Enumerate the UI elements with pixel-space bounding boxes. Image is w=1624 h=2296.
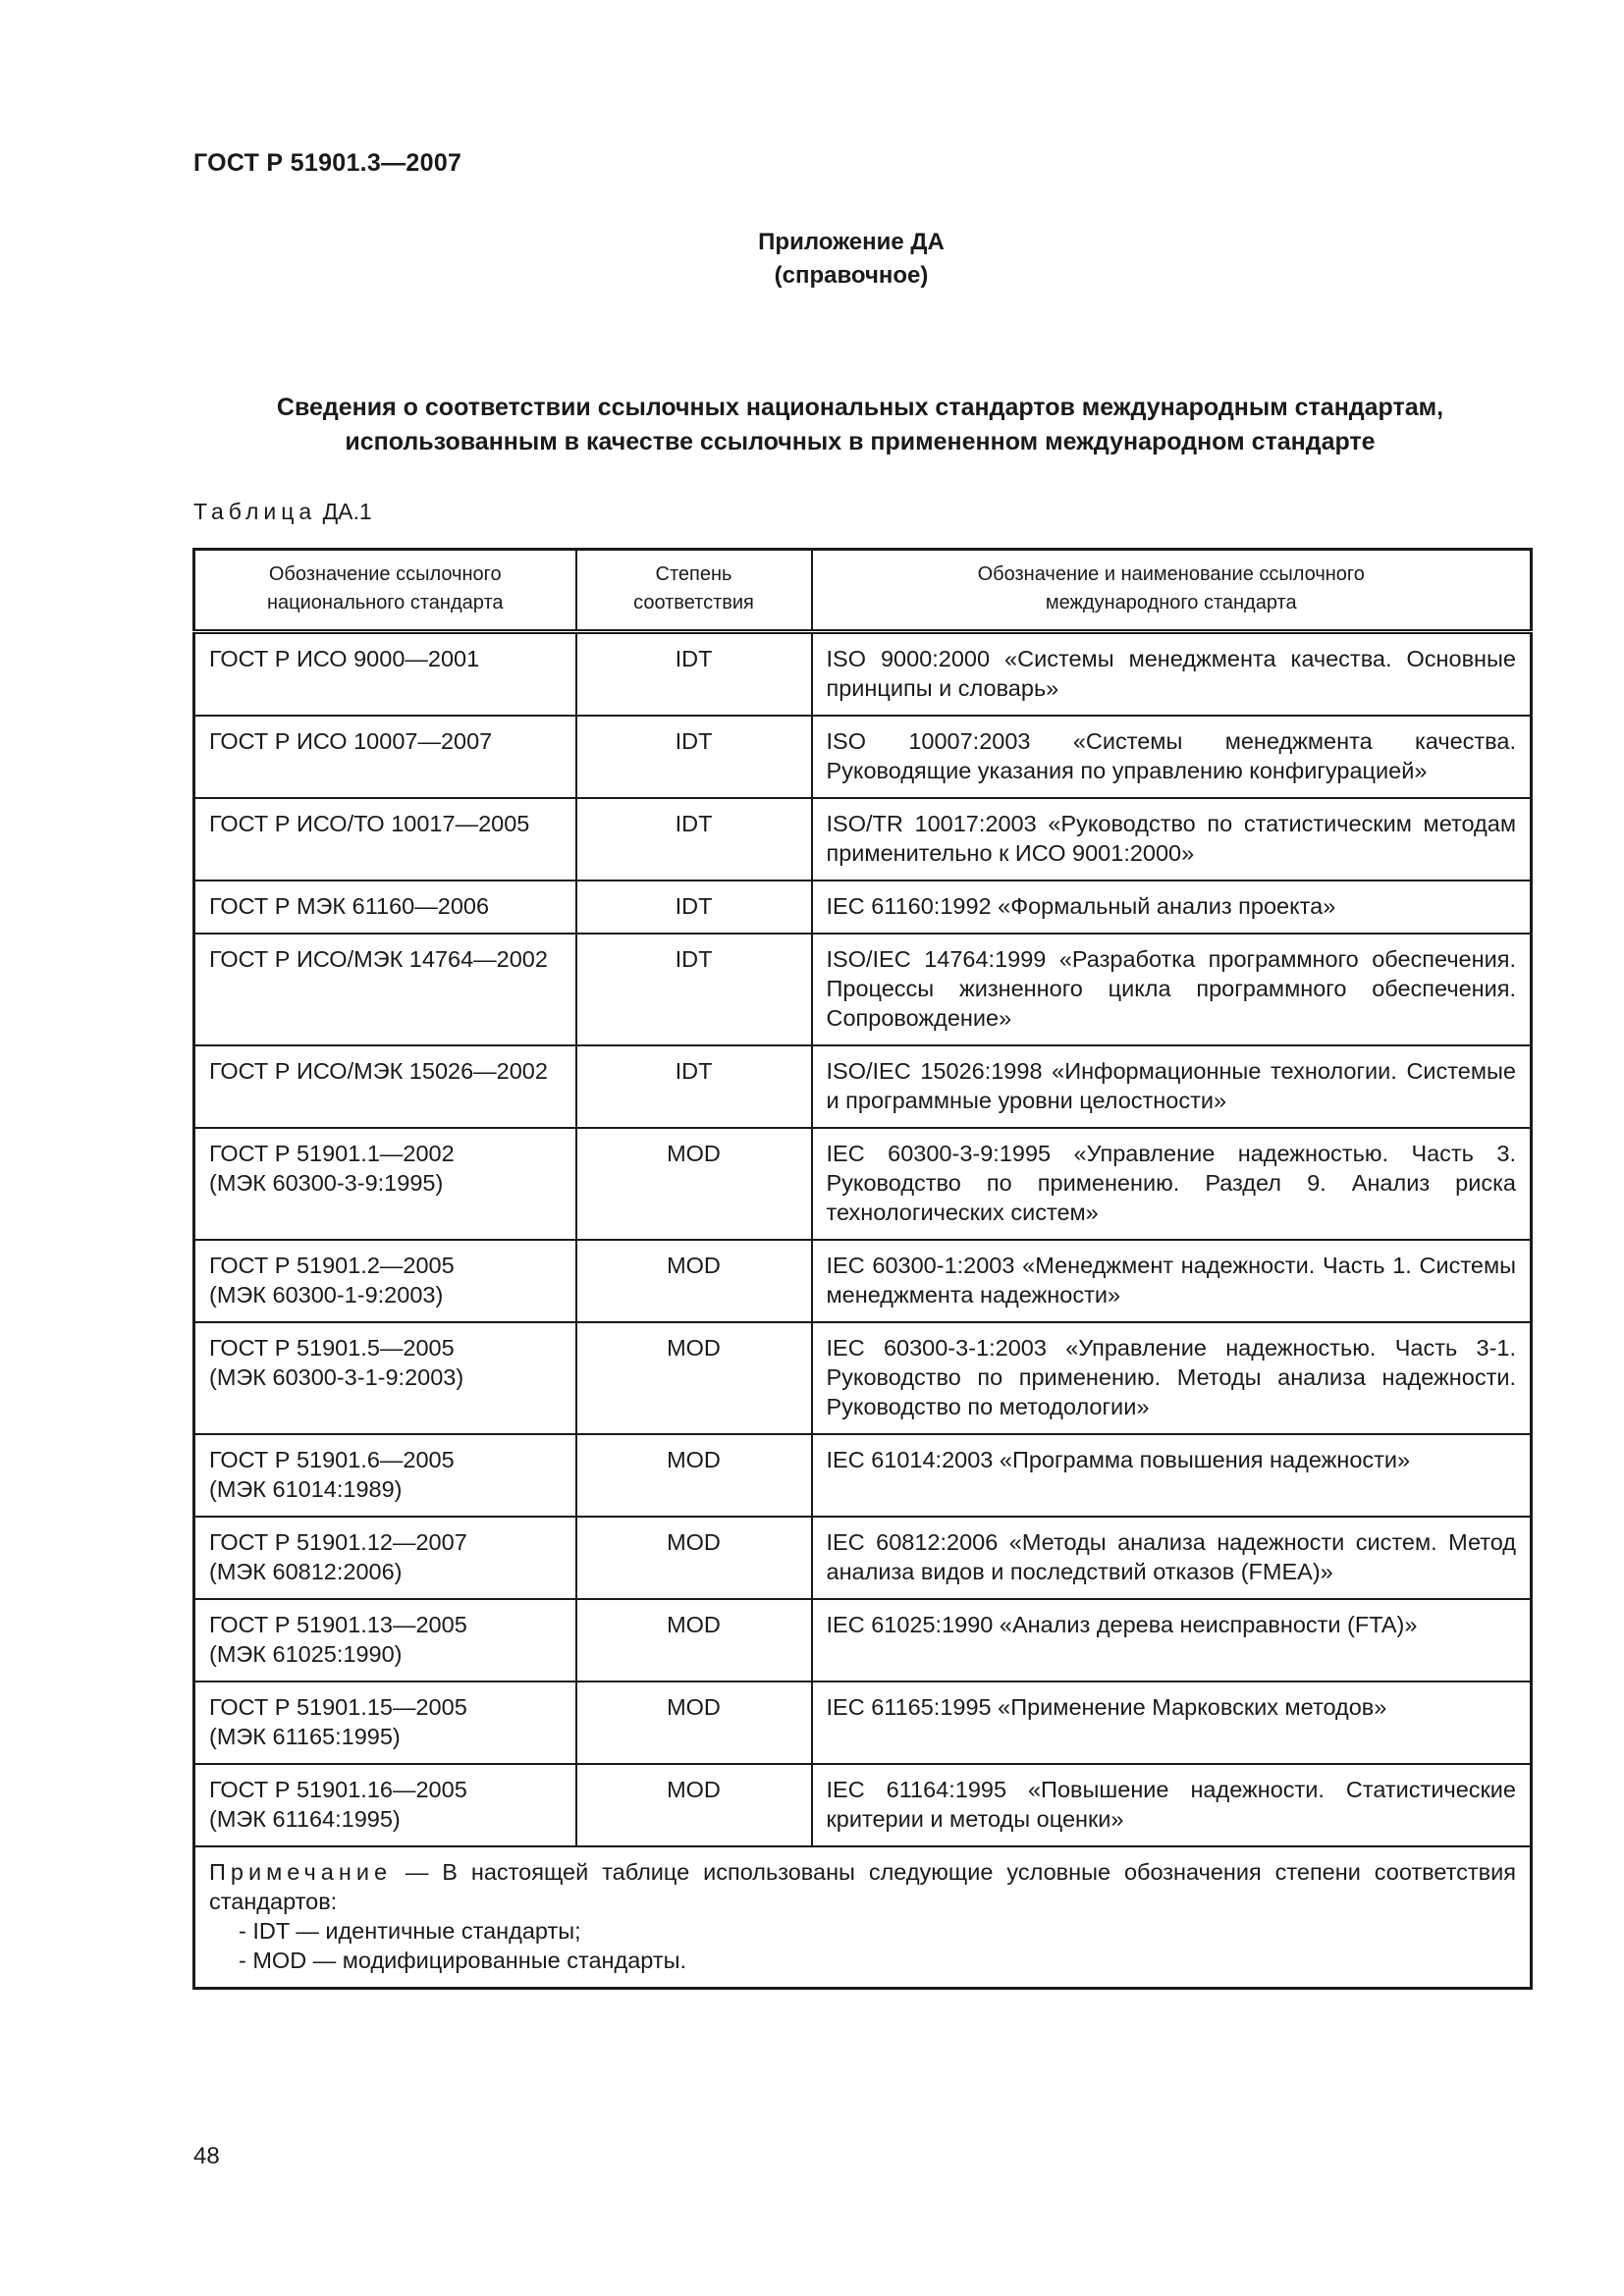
national-standard-cell (194, 1128, 576, 1240)
national-standard-cell (194, 1599, 576, 1682)
national-standard-code: ГОСТ Р 51901.6—2005 (209, 1447, 455, 1472)
international-standard-cell: ISO/TR 10017:2003 «Руководство по статистическим методам применительно к ИСО 9001:2000» (812, 798, 1532, 881)
degree-cell: MOD (576, 1764, 812, 1846)
document-code: ГОСТ Р 51901.3—2007 (193, 149, 462, 177)
header-national-standard-line-1: Обозначение ссылочного (268, 563, 502, 585)
national-standard-code: ГОСТ Р 51901.12—2007 (209, 1529, 467, 1555)
degree-cell: IDT (576, 1045, 812, 1128)
national-standard-code: ГОСТ Р 51901.15—2005 (209, 1694, 467, 1720)
national-standard-cell: ГОСТ Р ИСО/МЭК 15026—2002 (194, 1045, 576, 1128)
degree-cell: MOD (576, 1322, 812, 1434)
international-standard-cell: IEC 60300-1:2003 «Менеджмент надежности. Часть 1. Системы менеджмента надежности» (812, 1240, 1532, 1322)
international-standard-cell: IEC 60812:2006 «Методы анализа надежности систем. Метод анализа видов и последствий отказов (FMEA)» (812, 1517, 1532, 1599)
international-standard-cell: IEC 61025:1990 «Анализ дерева неисправности (FTA)» (812, 1599, 1532, 1682)
table-row (194, 1322, 1532, 1434)
national-standard-cell (194, 1517, 576, 1599)
international-standard-cell: IEC 61165:1995 «Применение Марковских методов» (812, 1682, 1532, 1764)
national-standard-cell: ГОСТ Р ИСО/МЭК 14764—2002 (194, 934, 576, 1045)
degree-cell: MOD (576, 1517, 812, 1599)
degree-cell: MOD (576, 1434, 812, 1517)
national-standard-code: ГОСТ Р 51901.2—2005 (209, 1253, 455, 1278)
appendix-heading (0, 226, 1624, 293)
national-standard-code: ГОСТ Р 51901.1—2002 (209, 1141, 455, 1166)
international-standard-cell: ISO/IEC 14764:1999 «Разработка программного обеспечения. Процессы жизненного цикла программного обеспечения. Сопровождение» (812, 934, 1532, 1045)
international-standard-cell: IEC 61164:1995 «Повышение надежности. Статистические критерии и методы оценки» (812, 1764, 1532, 1846)
table-row (194, 798, 1532, 881)
standards-table (192, 548, 1533, 1990)
section-title-line-2: использованным в качестве ссылочных в примененном международном стандарте (345, 428, 1376, 455)
national-standard-cell (194, 1764, 576, 1846)
header-international-standard-line-2: международного стандарта (1045, 592, 1297, 614)
appendix-title: Приложение ДА (758, 229, 945, 255)
header-degree (576, 550, 812, 632)
national-standard-cell (194, 1682, 576, 1764)
table-row (194, 1434, 1532, 1517)
national-standard-source: (МЭК 61165:1995) (209, 1724, 401, 1749)
table-row (194, 1128, 1532, 1240)
national-standard-cell (194, 1240, 576, 1322)
degree-cell: IDT (576, 716, 812, 798)
header-degree-line-1: Степень (655, 563, 732, 585)
table-row (194, 716, 1532, 798)
note-label: Примечание (209, 1859, 393, 1885)
table-caption-word: Таблица (193, 499, 317, 524)
national-standard-cell: ГОСТ Р ИСО 10007—2007 (194, 716, 576, 798)
national-standard-source: (МЭК 60300-3-1-9:2003) (209, 1364, 464, 1390)
table-row (194, 934, 1532, 1045)
page-number: 48 (193, 2143, 220, 2169)
table-row (194, 1599, 1532, 1682)
table-row (194, 1240, 1532, 1322)
table-row (194, 632, 1532, 717)
table-note (194, 1846, 1532, 1989)
national-standard-source: (МЭК 60300-1-9:2003) (209, 1282, 444, 1308)
degree-cell: MOD (576, 1240, 812, 1322)
table-row (194, 1045, 1532, 1128)
international-standard-cell: IEC 61160:1992 «Формальный анализ проекта» (812, 881, 1532, 934)
table-header-row (194, 550, 1532, 632)
note-item-mod: - MOD — модифицированные стандарты. (239, 1948, 687, 1973)
national-standard-cell (194, 1322, 576, 1434)
degree-cell: MOD (576, 1599, 812, 1682)
table-caption (193, 499, 372, 525)
appendix-kind: (справочное) (774, 262, 929, 289)
header-degree-line-2: соответствия (633, 592, 754, 614)
degree-cell: IDT (576, 934, 812, 1045)
international-standard-cell: IEC 60300-3-1:2003 «Управление надежностью. Часть 3-1. Руководство по применению. Методы анализа надежности. Руководство по методологии» (812, 1322, 1532, 1434)
international-standard-cell: IEC 61014:2003 «Программа повышения надежности» (812, 1434, 1532, 1517)
table-row (194, 881, 1532, 934)
degree-cell: IDT (576, 798, 812, 881)
national-standard-source: (МЭК 60300-3-9:1995) (209, 1170, 444, 1196)
national-standard-source: (МЭК 61014:1989) (209, 1476, 403, 1502)
header-international-standard (812, 550, 1532, 632)
header-national-standard-line-2: национального стандарта (266, 592, 504, 614)
table-caption-number: ДА.1 (322, 499, 372, 524)
national-standard-cell: ГОСТ Р ИСО/ТО 10017—2005 (194, 798, 576, 881)
table-row (194, 1764, 1532, 1846)
national-standard-source: (МЭК 60812:2006) (209, 1559, 403, 1584)
degree-cell: IDT (576, 881, 812, 934)
national-standard-source: (МЭК 61025:1990) (209, 1641, 403, 1667)
table-note-row (194, 1846, 1532, 1989)
international-standard-cell: IEC 60300-3-9:1995 «Управление надежностью. Часть 3. Руководство по применению. Раздел 9. Анализ риска технологических систем» (812, 1128, 1532, 1240)
national-standard-code: ГОСТ Р 51901.16—2005 (209, 1777, 467, 1802)
table-row (194, 1517, 1532, 1599)
section-title (193, 391, 1527, 459)
degree-cell: MOD (576, 1682, 812, 1764)
degree-cell: IDT (576, 632, 812, 717)
national-standard-code: ГОСТ Р 51901.5—2005 (209, 1335, 455, 1361)
table-row (194, 1682, 1532, 1764)
national-standard-cell (194, 1434, 576, 1517)
national-standard-cell: ГОСТ Р ИСО 9000—2001 (194, 632, 576, 717)
note-item-idt: - IDT — идентичные стандарты; (239, 1918, 581, 1944)
international-standard-cell: ISO 9000:2000 «Системы менеджмента качества. Основные принципы и словарь» (812, 632, 1532, 717)
national-standard-cell: ГОСТ Р МЭК 61160—2006 (194, 881, 576, 934)
international-standard-cell: ISO 10007:2003 «Системы менеджмента качества. Руководящие указания по управлению конфигурацией» (812, 716, 1532, 798)
note-text: — В настоящей таблице использованы следующие условные обозначения степени соответствия стандартов: (209, 1859, 1516, 1914)
header-national-standard (194, 550, 576, 632)
national-standard-code: ГОСТ Р 51901.13—2005 (209, 1612, 467, 1637)
international-standard-cell: ISO/IEC 15026:1998 «Информационные технологии. Системые и программные уровни целостности» (812, 1045, 1532, 1128)
header-international-standard-line-1: Обозначение и наименование ссылочного (977, 563, 1365, 585)
degree-cell: MOD (576, 1128, 812, 1240)
national-standard-source: (МЭК 61164:1995) (209, 1806, 401, 1832)
section-title-line-1: Сведения о соответствии ссылочных национальных стандартов международным стандартам, (276, 394, 1444, 421)
